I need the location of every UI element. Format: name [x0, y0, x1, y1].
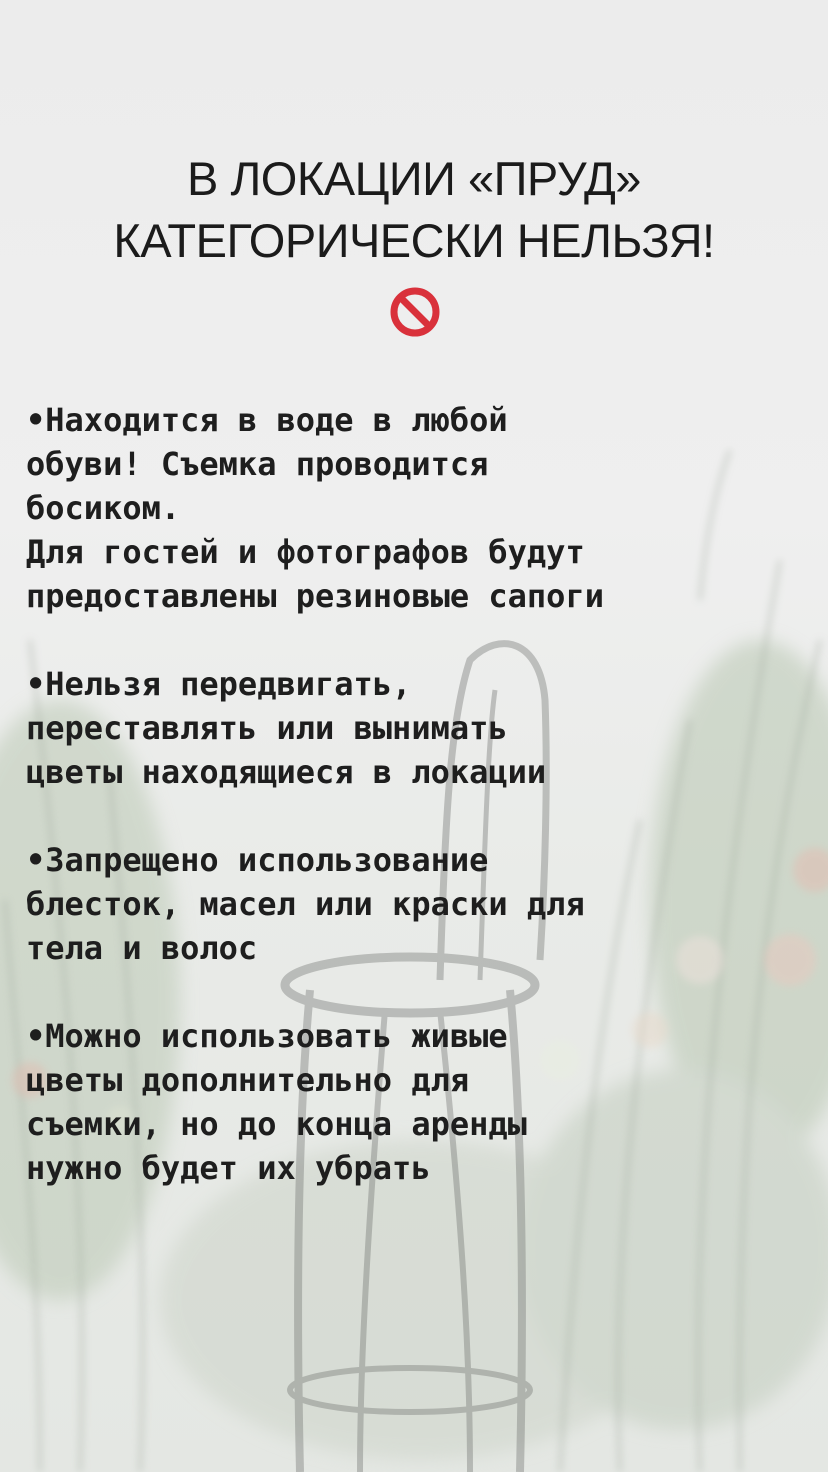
- rule-text: •Находится в воде в любой обуви! Съемка проводится босиком.: [26, 401, 508, 527]
- title-line-2: КАТЕГОРИЧЕСКИ НЕЛЬЗЯ!: [113, 214, 715, 267]
- rule-item: [26, 1014, 816, 1190]
- rule-item: [26, 838, 816, 970]
- rule-item: [26, 662, 816, 794]
- rule-text: •Запрещено использование блесток, масел или краски для тела и волос: [26, 841, 585, 967]
- rule-item: [26, 398, 816, 618]
- rule-text: •Можно использовать живые цветы дополнительно для съемки, но до конца аренды нужно будет их убрать: [26, 1017, 527, 1187]
- rule-note: Для гостей и фотографов будут предоставлены резиновые сапоги: [26, 533, 604, 615]
- rule-text: •Нельзя передвигать, переставлять или вынимать цветы находящиеся в локации: [26, 665, 547, 791]
- prohibited-icon: [388, 285, 442, 339]
- page-title: [0, 148, 828, 272]
- title-line-1: В ЛОКАЦИИ «ПРУД»: [187, 152, 641, 205]
- rules-list: [26, 398, 816, 1190]
